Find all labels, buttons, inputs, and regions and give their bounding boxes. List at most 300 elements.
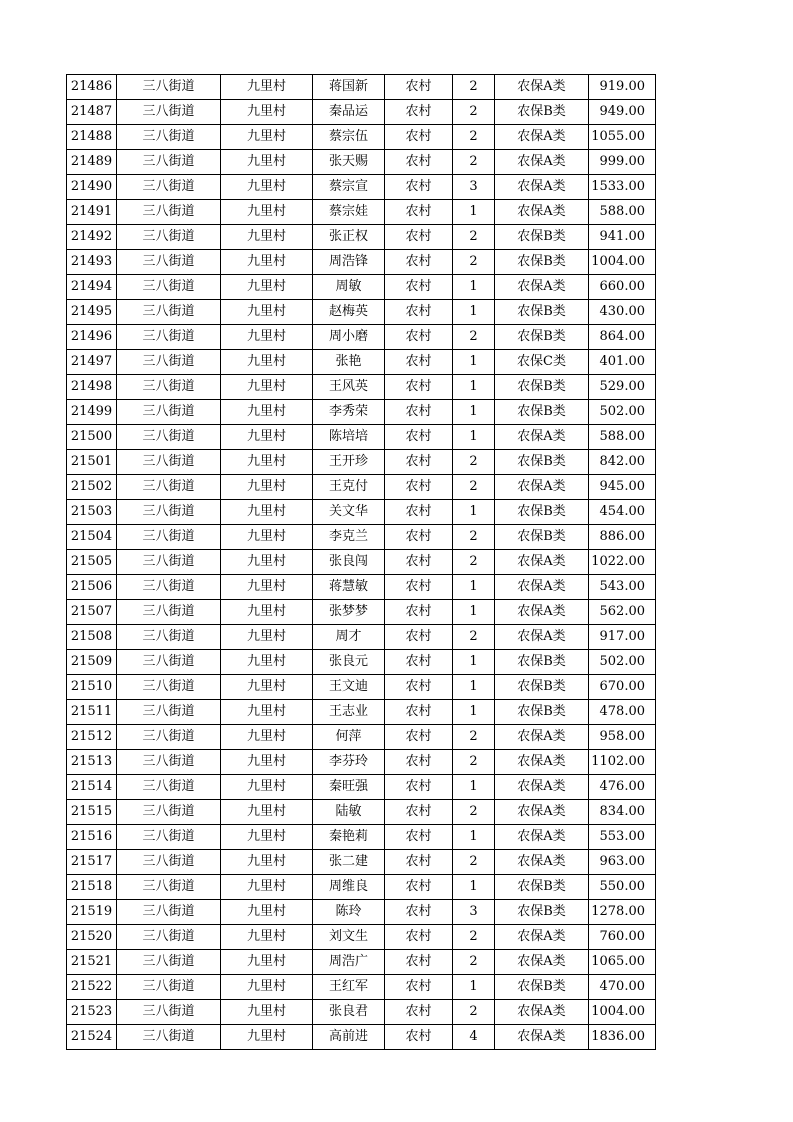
- cell-village: 九里村: [221, 550, 313, 575]
- cell-count: 3: [453, 900, 495, 925]
- cell-category: 农保A类: [495, 150, 589, 175]
- cell-count: 1: [453, 700, 495, 725]
- cell-street: 三八街道: [117, 425, 221, 450]
- cell-name: 周浩广: [313, 950, 385, 975]
- cell-street: 三八街道: [117, 175, 221, 200]
- cell-amount: 502.00: [589, 650, 656, 675]
- cell-street: 三八街道: [117, 625, 221, 650]
- cell-name: 王文迪: [313, 675, 385, 700]
- cell-amount: 588.00: [589, 425, 656, 450]
- cell-name: 赵梅英: [313, 300, 385, 325]
- cell-street: 三八街道: [117, 750, 221, 775]
- cell-category: 农保B类: [495, 675, 589, 700]
- cell-amount: 1022.00: [589, 550, 656, 575]
- cell-id: 21524: [67, 1025, 117, 1050]
- cell-type: 农村: [385, 525, 453, 550]
- cell-street: 三八街道: [117, 275, 221, 300]
- cell-id: 21522: [67, 975, 117, 1000]
- cell-type: 农村: [385, 725, 453, 750]
- table-row: [67, 150, 656, 175]
- cell-category: 农保A类: [495, 175, 589, 200]
- table-row: [67, 550, 656, 575]
- cell-category: 农保A类: [495, 475, 589, 500]
- cell-name: 关文华: [313, 500, 385, 525]
- cell-name: 李秀荣: [313, 400, 385, 425]
- cell-amount: 660.00: [589, 275, 656, 300]
- cell-id: 21506: [67, 575, 117, 600]
- cell-count: 2: [453, 925, 495, 950]
- cell-id: 21509: [67, 650, 117, 675]
- table-row: [67, 500, 656, 525]
- cell-amount: 529.00: [589, 375, 656, 400]
- cell-category: 农保C类: [495, 350, 589, 375]
- cell-village: 九里村: [221, 750, 313, 775]
- cell-street: 三八街道: [117, 975, 221, 1000]
- cell-name: 秦艳莉: [313, 825, 385, 850]
- cell-amount: 886.00: [589, 525, 656, 550]
- cell-category: 农保B类: [495, 225, 589, 250]
- cell-name: 周敏: [313, 275, 385, 300]
- cell-count: 3: [453, 175, 495, 200]
- cell-category: 农保B类: [495, 500, 589, 525]
- cell-street: 三八街道: [117, 725, 221, 750]
- cell-street: 三八街道: [117, 100, 221, 125]
- cell-street: 三八街道: [117, 325, 221, 350]
- cell-street: 三八街道: [117, 600, 221, 625]
- cell-village: 九里村: [221, 350, 313, 375]
- cell-category: 农保A类: [495, 575, 589, 600]
- cell-village: 九里村: [221, 325, 313, 350]
- cell-category: 农保A类: [495, 1000, 589, 1025]
- cell-village: 九里村: [221, 575, 313, 600]
- cell-amount: 430.00: [589, 300, 656, 325]
- cell-name: 秦旺强: [313, 775, 385, 800]
- cell-village: 九里村: [221, 975, 313, 1000]
- cell-type: 农村: [385, 350, 453, 375]
- cell-type: 农村: [385, 250, 453, 275]
- table-row: [67, 250, 656, 275]
- cell-category: 农保A类: [495, 725, 589, 750]
- cell-name: 张天赐: [313, 150, 385, 175]
- cell-street: 三八街道: [117, 75, 221, 100]
- cell-count: 1: [453, 575, 495, 600]
- cell-street: 三八街道: [117, 375, 221, 400]
- cell-type: 农村: [385, 775, 453, 800]
- cell-type: 农村: [385, 925, 453, 950]
- table-row: [67, 975, 656, 1000]
- cell-street: 三八街道: [117, 825, 221, 850]
- cell-type: 农村: [385, 575, 453, 600]
- cell-id: 21500: [67, 425, 117, 450]
- table-row: [67, 775, 656, 800]
- cell-amount: 842.00: [589, 450, 656, 475]
- record-table: [66, 74, 656, 1050]
- table-row: [67, 925, 656, 950]
- cell-street: 三八街道: [117, 700, 221, 725]
- table-row: [67, 475, 656, 500]
- cell-category: 农保B类: [495, 975, 589, 1000]
- cell-village: 九里村: [221, 475, 313, 500]
- table-row: [67, 1025, 656, 1050]
- cell-type: 农村: [385, 125, 453, 150]
- cell-name: 陆敏: [313, 800, 385, 825]
- cell-count: 2: [453, 750, 495, 775]
- cell-id: 21520: [67, 925, 117, 950]
- cell-count: 1: [453, 400, 495, 425]
- cell-id: 21501: [67, 450, 117, 475]
- cell-amount: 553.00: [589, 825, 656, 850]
- cell-category: 农保A类: [495, 550, 589, 575]
- cell-name: 王风英: [313, 375, 385, 400]
- cell-category: 农保B类: [495, 875, 589, 900]
- cell-count: 2: [453, 850, 495, 875]
- cell-village: 九里村: [221, 700, 313, 725]
- cell-id: 21490: [67, 175, 117, 200]
- cell-category: 农保A类: [495, 775, 589, 800]
- cell-street: 三八街道: [117, 650, 221, 675]
- cell-amount: 963.00: [589, 850, 656, 875]
- cell-id: 21505: [67, 550, 117, 575]
- cell-type: 农村: [385, 225, 453, 250]
- cell-street: 三八街道: [117, 450, 221, 475]
- cell-id: 21521: [67, 950, 117, 975]
- cell-amount: 919.00: [589, 75, 656, 100]
- cell-village: 九里村: [221, 250, 313, 275]
- cell-id: 21523: [67, 1000, 117, 1025]
- cell-amount: 588.00: [589, 200, 656, 225]
- cell-count: 1: [453, 650, 495, 675]
- cell-count: 4: [453, 1025, 495, 1050]
- cell-street: 三八街道: [117, 125, 221, 150]
- cell-count: 2: [453, 75, 495, 100]
- cell-village: 九里村: [221, 900, 313, 925]
- cell-village: 九里村: [221, 200, 313, 225]
- table-row: [67, 825, 656, 850]
- cell-id: 21512: [67, 725, 117, 750]
- table-row: [67, 750, 656, 775]
- table-row: [67, 875, 656, 900]
- cell-id: 21507: [67, 600, 117, 625]
- cell-village: 九里村: [221, 125, 313, 150]
- cell-count: 2: [453, 525, 495, 550]
- cell-street: 三八街道: [117, 250, 221, 275]
- cell-count: 1: [453, 775, 495, 800]
- cell-type: 农村: [385, 500, 453, 525]
- cell-village: 九里村: [221, 400, 313, 425]
- cell-category: 农保B类: [495, 525, 589, 550]
- cell-category: 农保B类: [495, 100, 589, 125]
- cell-type: 农村: [385, 1000, 453, 1025]
- table-row: [67, 450, 656, 475]
- cell-village: 九里村: [221, 525, 313, 550]
- cell-amount: 562.00: [589, 600, 656, 625]
- cell-type: 农村: [385, 950, 453, 975]
- cell-category: 农保A类: [495, 925, 589, 950]
- cell-name: 张正权: [313, 225, 385, 250]
- cell-name: 张艳: [313, 350, 385, 375]
- cell-id: 21510: [67, 675, 117, 700]
- cell-count: 2: [453, 225, 495, 250]
- cell-village: 九里村: [221, 375, 313, 400]
- cell-amount: 1004.00: [589, 250, 656, 275]
- cell-village: 九里村: [221, 875, 313, 900]
- cell-id: 21488: [67, 125, 117, 150]
- cell-count: 1: [453, 825, 495, 850]
- cell-village: 九里村: [221, 425, 313, 450]
- cell-category: 农保A类: [495, 275, 589, 300]
- cell-street: 三八街道: [117, 1000, 221, 1025]
- cell-category: 农保A类: [495, 950, 589, 975]
- cell-name: 张梦梦: [313, 600, 385, 625]
- cell-street: 三八街道: [117, 925, 221, 950]
- table-row: [67, 225, 656, 250]
- cell-type: 农村: [385, 900, 453, 925]
- table-row: [67, 700, 656, 725]
- cell-id: 21515: [67, 800, 117, 825]
- cell-id: 21513: [67, 750, 117, 775]
- cell-street: 三八街道: [117, 775, 221, 800]
- cell-amount: 1004.00: [589, 1000, 656, 1025]
- cell-village: 九里村: [221, 925, 313, 950]
- cell-id: 21495: [67, 300, 117, 325]
- cell-count: 2: [453, 125, 495, 150]
- table-row: [67, 400, 656, 425]
- cell-count: 2: [453, 550, 495, 575]
- cell-id: 21487: [67, 100, 117, 125]
- table-row: [67, 725, 656, 750]
- cell-name: 王开珍: [313, 450, 385, 475]
- cell-village: 九里村: [221, 175, 313, 200]
- cell-name: 蔡宗娃: [313, 200, 385, 225]
- cell-street: 三八街道: [117, 675, 221, 700]
- table-row: [67, 175, 656, 200]
- cell-type: 农村: [385, 375, 453, 400]
- cell-type: 农村: [385, 750, 453, 775]
- cell-name: 李克兰: [313, 525, 385, 550]
- cell-id: 21491: [67, 200, 117, 225]
- cell-street: 三八街道: [117, 550, 221, 575]
- cell-name: 蔡宗宣: [313, 175, 385, 200]
- cell-category: 农保A类: [495, 200, 589, 225]
- cell-village: 九里村: [221, 75, 313, 100]
- cell-type: 农村: [385, 975, 453, 1000]
- table-row: [67, 300, 656, 325]
- cell-category: 农保B类: [495, 400, 589, 425]
- cell-count: 2: [453, 725, 495, 750]
- cell-category: 农保A类: [495, 75, 589, 100]
- cell-name: 陈培培: [313, 425, 385, 450]
- cell-category: 农保B类: [495, 450, 589, 475]
- cell-amount: 1278.00: [589, 900, 656, 925]
- cell-count: 1: [453, 200, 495, 225]
- cell-name: 李芬玲: [313, 750, 385, 775]
- cell-type: 农村: [385, 325, 453, 350]
- cell-name: 周维良: [313, 875, 385, 900]
- cell-category: 农保A类: [495, 425, 589, 450]
- cell-id: 21517: [67, 850, 117, 875]
- cell-amount: 760.00: [589, 925, 656, 950]
- cell-name: 王志业: [313, 700, 385, 725]
- cell-id: 21489: [67, 150, 117, 175]
- cell-village: 九里村: [221, 675, 313, 700]
- cell-street: 三八街道: [117, 575, 221, 600]
- cell-type: 农村: [385, 650, 453, 675]
- cell-village: 九里村: [221, 225, 313, 250]
- cell-category: 农保A类: [495, 825, 589, 850]
- cell-id: 21493: [67, 250, 117, 275]
- cell-name: 蒋国新: [313, 75, 385, 100]
- table-row: [67, 100, 656, 125]
- cell-amount: 917.00: [589, 625, 656, 650]
- cell-count: 1: [453, 675, 495, 700]
- cell-street: 三八街道: [117, 500, 221, 525]
- cell-category: 农保B类: [495, 700, 589, 725]
- cell-name: 周才: [313, 625, 385, 650]
- cell-category: 农保B类: [495, 300, 589, 325]
- cell-village: 九里村: [221, 300, 313, 325]
- cell-village: 九里村: [221, 800, 313, 825]
- cell-id: 21494: [67, 275, 117, 300]
- table-row: [67, 675, 656, 700]
- cell-category: 农保B类: [495, 375, 589, 400]
- cell-type: 农村: [385, 175, 453, 200]
- cell-type: 农村: [385, 825, 453, 850]
- cell-category: 农保A类: [495, 750, 589, 775]
- cell-village: 九里村: [221, 650, 313, 675]
- table-row: [67, 75, 656, 100]
- cell-village: 九里村: [221, 100, 313, 125]
- cell-type: 农村: [385, 450, 453, 475]
- cell-type: 农村: [385, 150, 453, 175]
- cell-street: 三八街道: [117, 875, 221, 900]
- cell-id: 21502: [67, 475, 117, 500]
- cell-name: 秦品运: [313, 100, 385, 125]
- cell-count: 2: [453, 625, 495, 650]
- cell-street: 三八街道: [117, 300, 221, 325]
- cell-type: 农村: [385, 550, 453, 575]
- cell-amount: 470.00: [589, 975, 656, 1000]
- cell-count: 1: [453, 275, 495, 300]
- cell-id: 21498: [67, 375, 117, 400]
- record-rows: [67, 75, 656, 1050]
- cell-count: 2: [453, 100, 495, 125]
- cell-amount: 945.00: [589, 475, 656, 500]
- cell-village: 九里村: [221, 1025, 313, 1050]
- cell-count: 2: [453, 800, 495, 825]
- table-row: [67, 800, 656, 825]
- table-row: [67, 600, 656, 625]
- cell-amount: 999.00: [589, 150, 656, 175]
- cell-category: 农保B类: [495, 325, 589, 350]
- cell-type: 农村: [385, 200, 453, 225]
- cell-street: 三八街道: [117, 1025, 221, 1050]
- cell-count: 2: [453, 250, 495, 275]
- cell-id: 21504: [67, 525, 117, 550]
- table-row: [67, 650, 656, 675]
- table-row: [67, 325, 656, 350]
- table-row: [67, 375, 656, 400]
- table-row: [67, 1000, 656, 1025]
- cell-name: 何萍: [313, 725, 385, 750]
- cell-name: 周浩锋: [313, 250, 385, 275]
- cell-count: 1: [453, 875, 495, 900]
- cell-type: 农村: [385, 425, 453, 450]
- cell-id: 21519: [67, 900, 117, 925]
- cell-amount: 476.00: [589, 775, 656, 800]
- cell-amount: 401.00: [589, 350, 656, 375]
- cell-street: 三八街道: [117, 225, 221, 250]
- cell-street: 三八街道: [117, 900, 221, 925]
- cell-id: 21497: [67, 350, 117, 375]
- cell-id: 21508: [67, 625, 117, 650]
- cell-amount: 941.00: [589, 225, 656, 250]
- cell-name: 刘文生: [313, 925, 385, 950]
- cell-name: 王红军: [313, 975, 385, 1000]
- cell-amount: 670.00: [589, 675, 656, 700]
- cell-street: 三八街道: [117, 475, 221, 500]
- cell-amount: 1533.00: [589, 175, 656, 200]
- cell-id: 21503: [67, 500, 117, 525]
- cell-count: 1: [453, 375, 495, 400]
- cell-amount: 550.00: [589, 875, 656, 900]
- cell-id: 21518: [67, 875, 117, 900]
- cell-name: 陈玲: [313, 900, 385, 925]
- cell-count: 2: [453, 450, 495, 475]
- cell-id: 21496: [67, 325, 117, 350]
- cell-amount: 949.00: [589, 100, 656, 125]
- cell-count: 2: [453, 325, 495, 350]
- cell-street: 三八街道: [117, 400, 221, 425]
- cell-village: 九里村: [221, 850, 313, 875]
- cell-category: 农保A类: [495, 800, 589, 825]
- cell-count: 1: [453, 300, 495, 325]
- cell-amount: 502.00: [589, 400, 656, 425]
- cell-category: 农保B类: [495, 650, 589, 675]
- cell-id: 21492: [67, 225, 117, 250]
- cell-name: 张良君: [313, 1000, 385, 1025]
- cell-amount: 478.00: [589, 700, 656, 725]
- cell-street: 三八街道: [117, 350, 221, 375]
- cell-category: 农保A类: [495, 625, 589, 650]
- cell-name: 高前进: [313, 1025, 385, 1050]
- cell-village: 九里村: [221, 275, 313, 300]
- cell-name: 张良元: [313, 650, 385, 675]
- cell-category: 农保A类: [495, 1025, 589, 1050]
- cell-id: 21499: [67, 400, 117, 425]
- cell-count: 1: [453, 500, 495, 525]
- cell-type: 农村: [385, 625, 453, 650]
- table-row: [67, 525, 656, 550]
- cell-category: 农保B类: [495, 900, 589, 925]
- cell-category: 农保A类: [495, 600, 589, 625]
- cell-street: 三八街道: [117, 950, 221, 975]
- table-row: [67, 125, 656, 150]
- cell-village: 九里村: [221, 1000, 313, 1025]
- cell-type: 农村: [385, 875, 453, 900]
- cell-type: 农村: [385, 75, 453, 100]
- cell-village: 九里村: [221, 450, 313, 475]
- cell-category: 农保B类: [495, 250, 589, 275]
- cell-name: 蔡宗伍: [313, 125, 385, 150]
- cell-village: 九里村: [221, 600, 313, 625]
- cell-street: 三八街道: [117, 150, 221, 175]
- cell-name: 王克付: [313, 475, 385, 500]
- cell-type: 农村: [385, 400, 453, 425]
- cell-id: 21516: [67, 825, 117, 850]
- cell-type: 农村: [385, 600, 453, 625]
- cell-name: 周小磨: [313, 325, 385, 350]
- table-row: [67, 850, 656, 875]
